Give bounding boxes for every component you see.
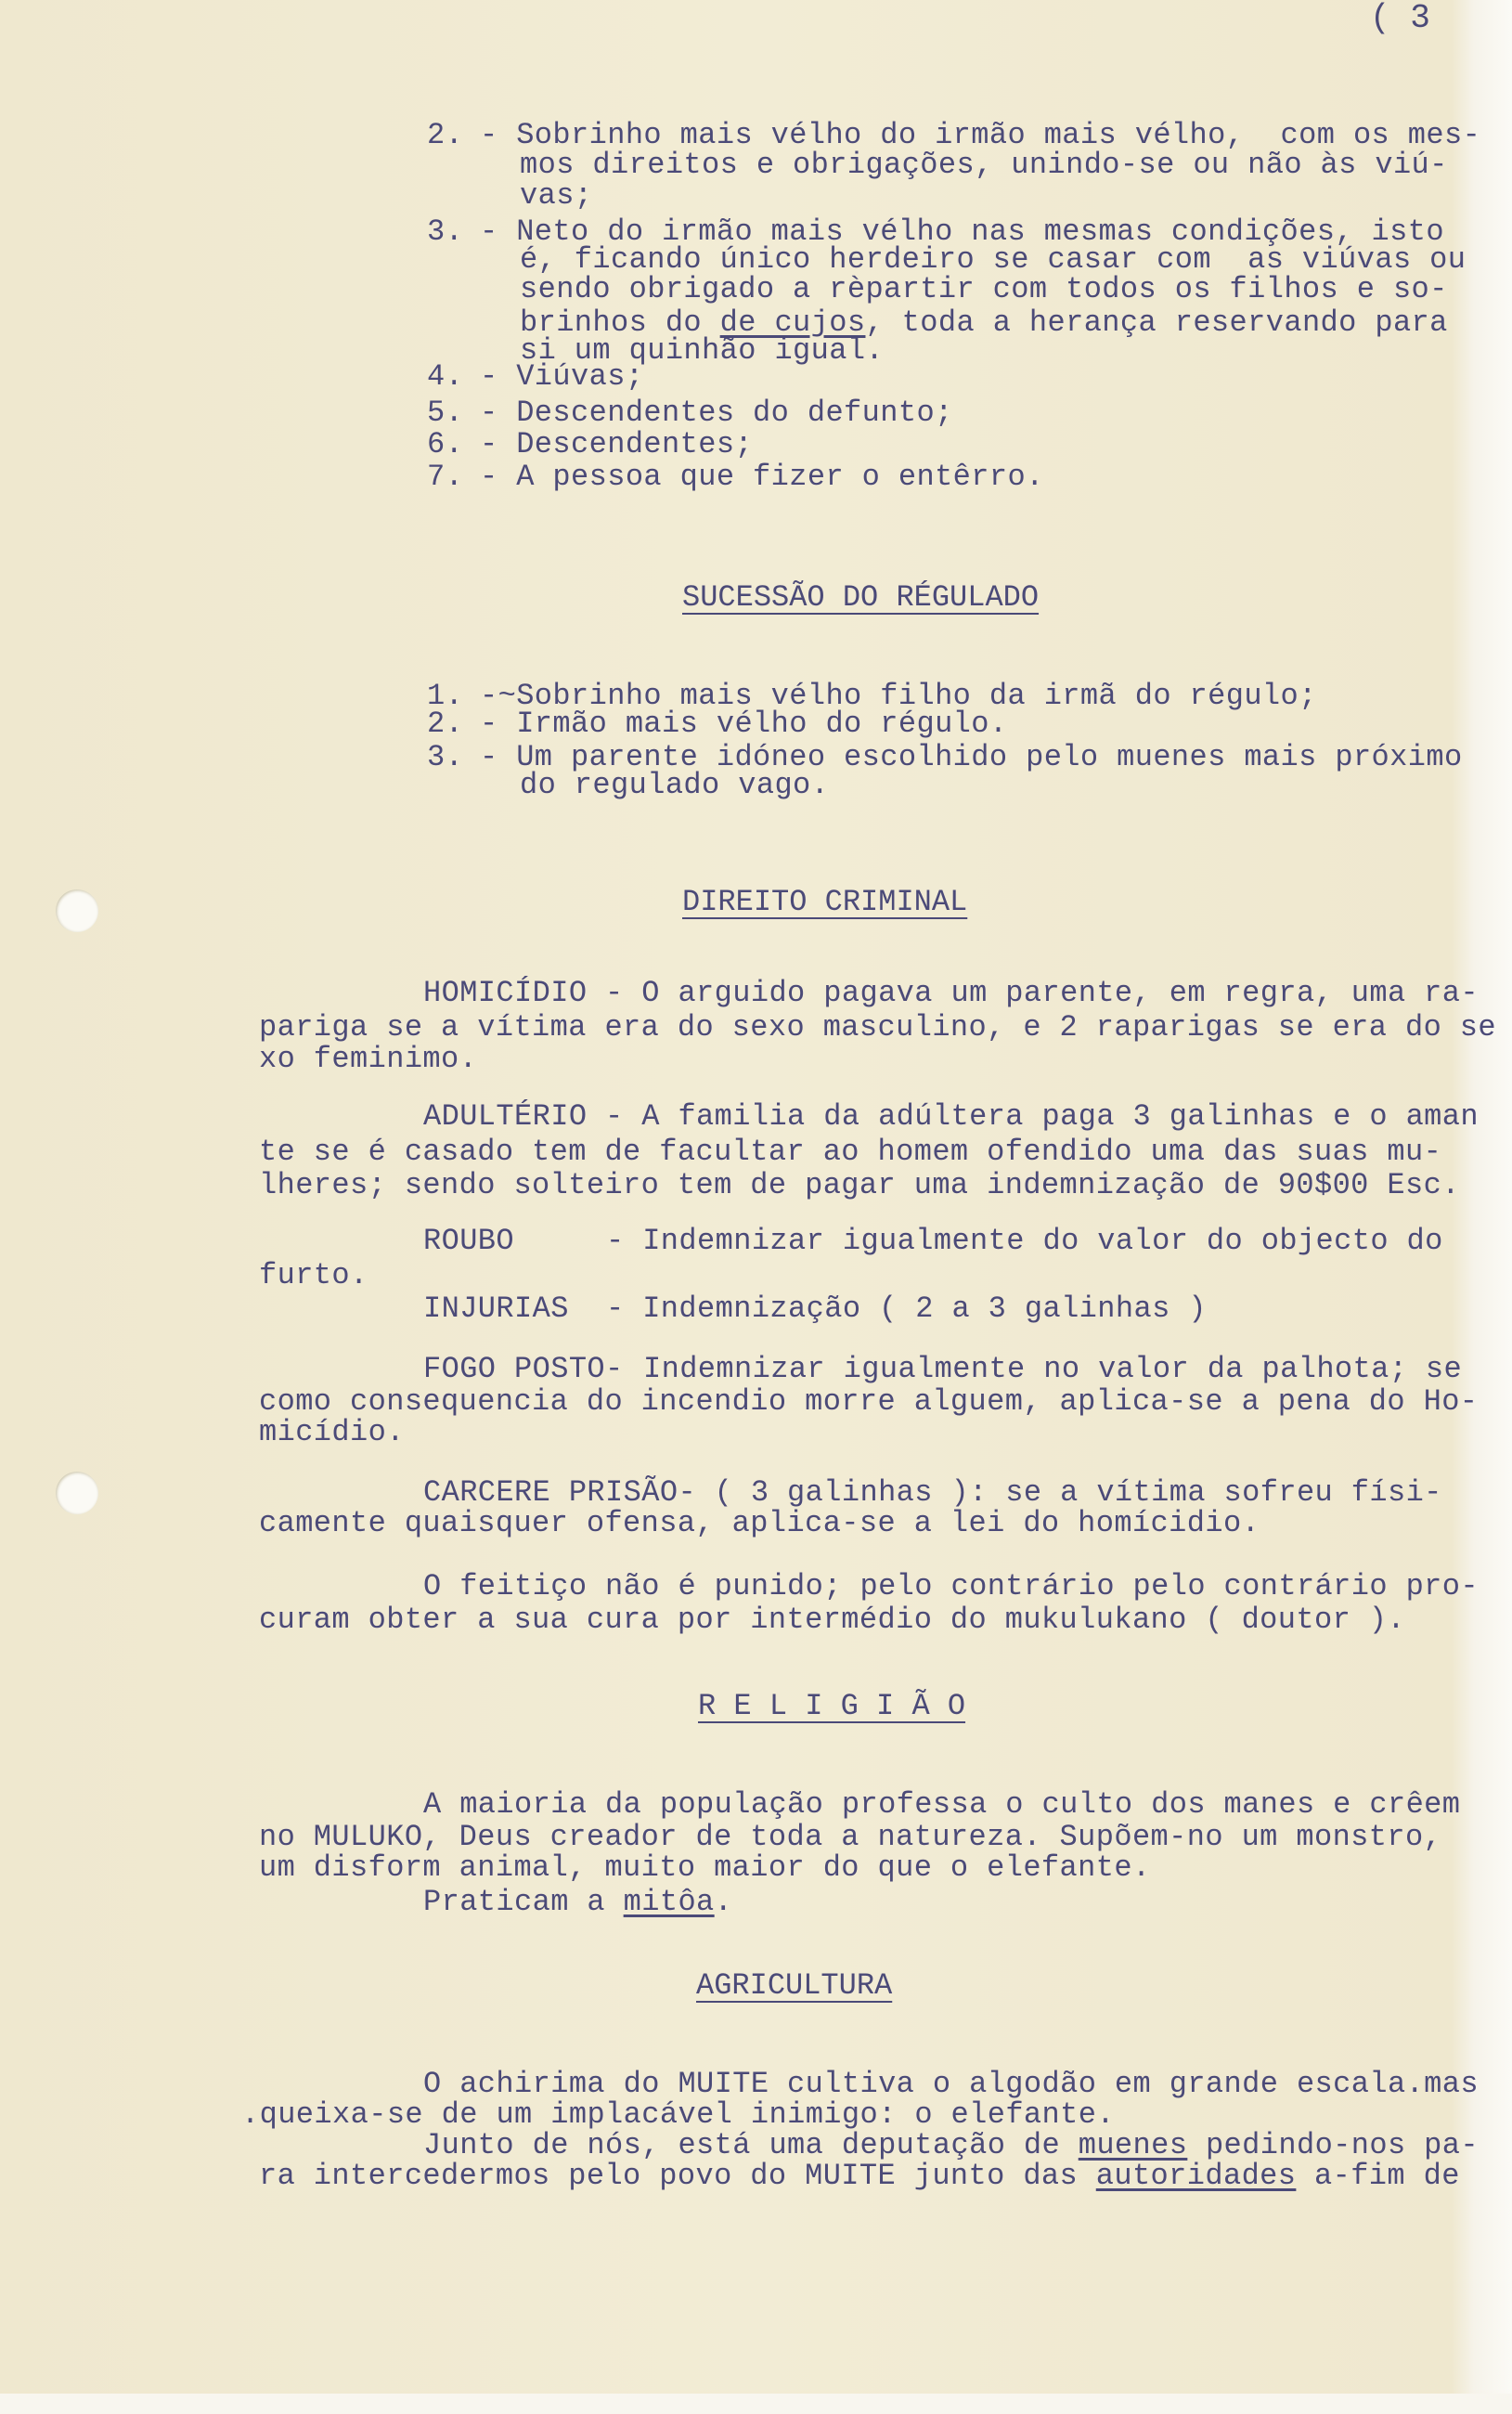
crime-term: ROUBO [423, 1224, 515, 1258]
text-segment: a-fim de [1296, 2159, 1460, 2193]
paragraph-line: lheres; sendo solteiro tem de pagar uma indemnização de 90$00 Esc. [259, 1168, 1460, 1202]
list-text: - Irmão mais vélho do régulo. [480, 707, 1008, 741]
paragraph-line [259, 2160, 1460, 2193]
paragraph-line: - Indemnizar igualmente do valor do objecto do [606, 1224, 1443, 1258]
section-heading-agriculture: AGRICULTURA [696, 1968, 893, 2003]
paragraph-line [423, 1886, 732, 1919]
paragraph-line: CARCERE PRISÃO- ( 3 galinhas ): se a vítima sofreu físi- [423, 1475, 1442, 1510]
paragraph-line [423, 2129, 1479, 2162]
list-text: do regulado vago. [520, 768, 830, 802]
page-bottom-edge [0, 2394, 1512, 2414]
list-text: - A pessoa que fizer o entêrro. [480, 460, 1044, 494]
paragraph-line: Indemnizar igualmente no valor da palhota; se [643, 1352, 1463, 1386]
list-number: 1. [427, 679, 464, 713]
list-text: - Um parente idóneo escolhido pelo muenes mais próximo [480, 740, 1463, 774]
paragraph-line: ADULTÉRIO - A familia da adúltera paga 3 galinhas e o aman [423, 1099, 1479, 1134]
list-text: - Viúvas; [480, 359, 644, 394]
paragraph-line: O feitiço não é punido; pelo contrário pelo contrário pro- [423, 1569, 1479, 1603]
punch-hole [56, 889, 98, 932]
underlined-term: autoridades [1095, 2159, 1297, 2193]
paragraph-line: O achirima do MUITE cultiva o algodão em grande escala.mas [423, 2067, 1479, 2101]
list-text: é, ficando único herdeiro se casar com as viúvas ou [520, 242, 1467, 277]
text-segment: Junto de nós, está uma deputação de [423, 2128, 1079, 2162]
paragraph-line: camente quaisquer ofensa, aplica-se a lei do homícidio. [259, 1506, 1260, 1540]
list-number: 3. [427, 740, 464, 774]
paragraph-line: pariga se a vítima era do sexo masculino, e 2 raparigas se era do se [259, 1010, 1497, 1045]
paragraph-line: xo feminimo. [259, 1042, 478, 1076]
punch-hole [56, 1472, 98, 1514]
paragraph-line: curam obter a sua cura por intermédio do mukulukano ( doutor ). [259, 1603, 1405, 1637]
underlined-term: de cujos [719, 305, 866, 340]
paragraph-line: micídio. [259, 1415, 405, 1449]
text-segment: , toda a herança reservando para [865, 305, 1448, 340]
list-text: - Descendentes do defunto; [480, 396, 953, 430]
list-number: 7. [427, 460, 464, 494]
crime-term: FOGO POSTO- [423, 1352, 624, 1386]
section-heading-religion: R E L I G I Ã O [698, 1689, 966, 1723]
list-text: - Sobrinho mais vélho do irmão mais vélho, com os mes- [480, 118, 1481, 152]
list-number: 4. [427, 359, 464, 394]
paragraph-line: A maioria da população professa o culto dos manes e crêem [423, 1787, 1461, 1822]
text-segment: Praticam a [423, 1885, 624, 1919]
text-segment: ra intercedermos pelo povo do MUITE junto das [259, 2159, 1096, 2193]
paragraph-line: - Indemnização ( 2 a 3 galinhas ) [606, 1291, 1207, 1326]
list-text: vas; [520, 178, 593, 213]
paragraph-line: furto. [259, 1258, 368, 1292]
paragraph-line: um disform animal, muito maior do que o elefante. [259, 1850, 1151, 1885]
paragraph-line: te se é casado tem de facultar ao homem ofendido uma das suas mu- [259, 1135, 1442, 1169]
crime-term: INJURIAS [423, 1291, 569, 1326]
list-text: -~Sobrinho mais vélho filho da irmã do régulo; [480, 679, 1317, 713]
list-text: mos direitos e obrigações, unindo-se ou não às viú- [520, 148, 1448, 182]
paragraph-line: HOMICÍDIO - O arguido pagava um parente, em regra, uma ra- [423, 976, 1479, 1010]
section-heading-criminal: DIREITO CRIMINAL [682, 885, 968, 919]
list-number: 6. [427, 427, 464, 461]
text-segment: brinhos do [520, 305, 720, 340]
list-number: 3. [427, 214, 464, 249]
paragraph-line: no MULUKO, Deus creador de toda a natureza. Supõem-no um monstro, [259, 1820, 1442, 1854]
paragraph-line: .queixa-se de um implacável inimigo: o elefante. [241, 2097, 1115, 2132]
text-segment: . [714, 1885, 733, 1919]
list-text: si um quinhão igual. [520, 333, 885, 368]
paragraph-line: como consequencia do incendio morre alguem, aplica-se a pena do Ho- [259, 1384, 1479, 1419]
section-heading-succession: SUCESSÃO DO RÉGULADO [682, 580, 1040, 615]
text-segment: pedindo-nos pa- [1187, 2128, 1479, 2162]
underlined-term: mitôa [623, 1885, 715, 1919]
list-text: - Neto do irmão mais vélho nas mesmas condições, isto [480, 214, 1444, 249]
list-text: - Descendentes; [480, 427, 754, 461]
list-number: 2. [427, 118, 464, 152]
underlined-term: muenes [1078, 2128, 1188, 2162]
list-number: 2. [427, 707, 464, 741]
list-text: sendo obrigado a rèpartir com todos os filhos e so- [520, 272, 1448, 306]
list-number: 5. [427, 396, 464, 430]
page-number: ( 3 [1370, 0, 1430, 37]
